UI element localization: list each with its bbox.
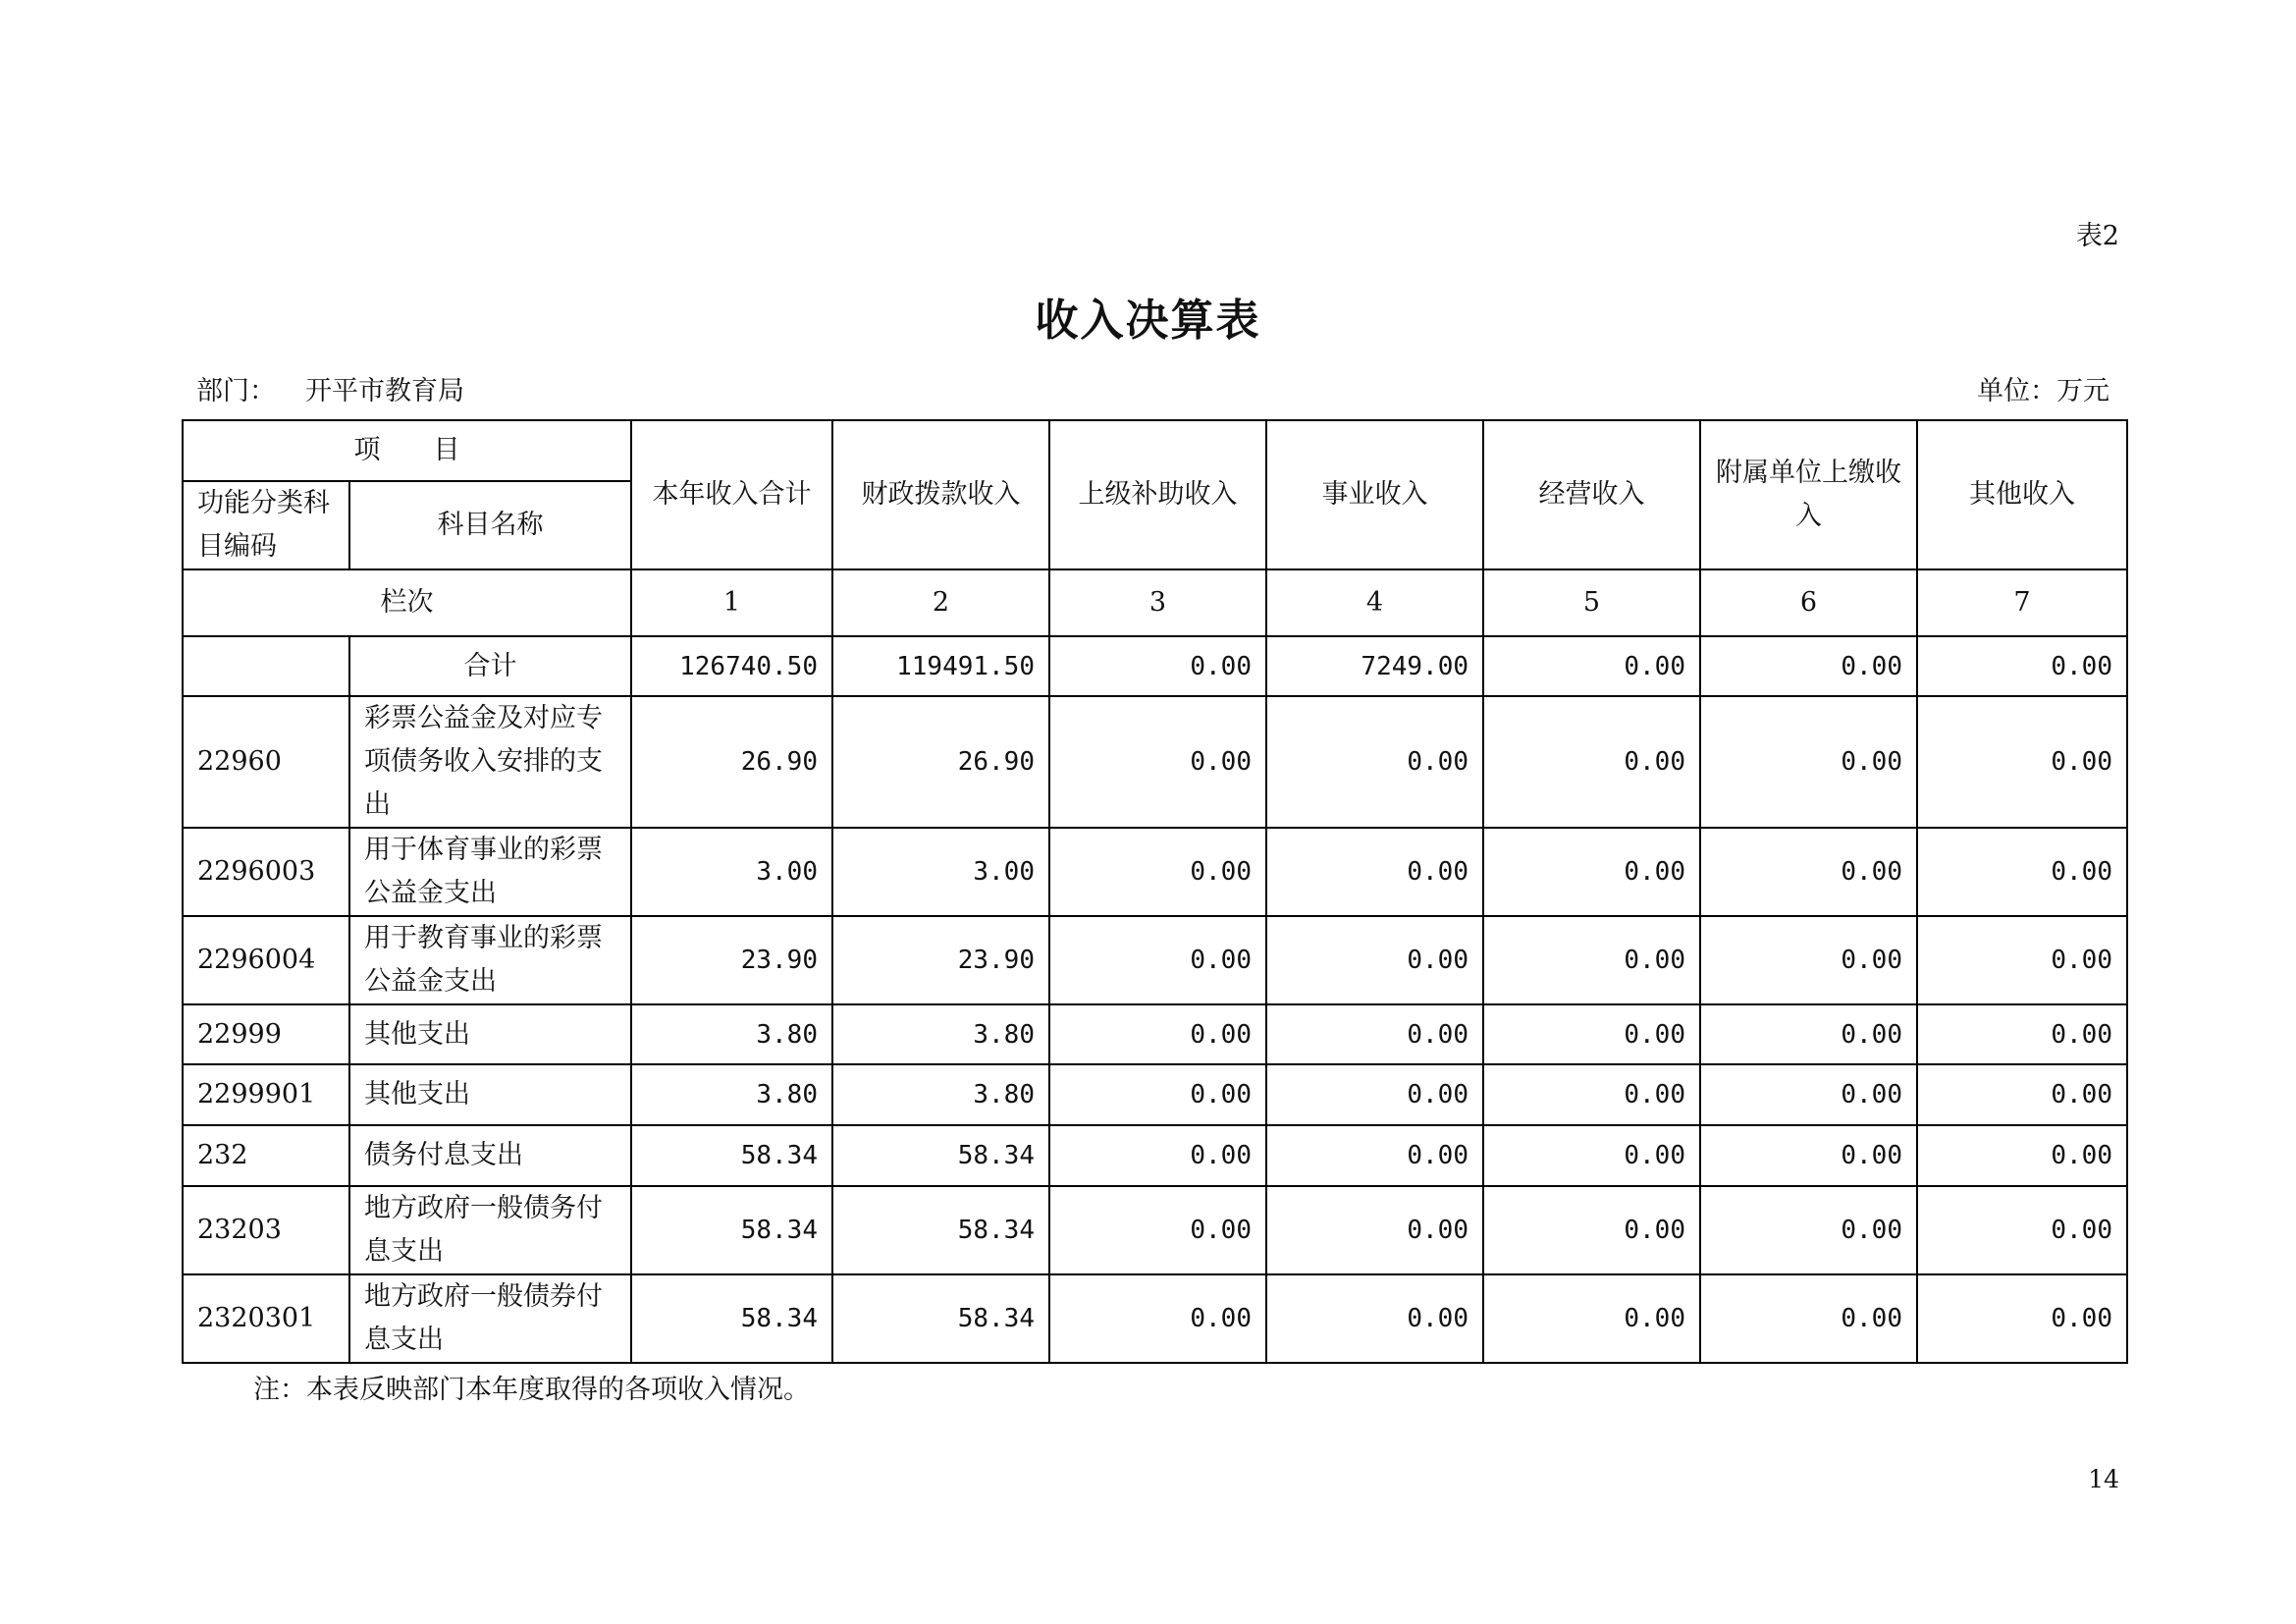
total-code-cell [183, 636, 349, 696]
row-value-7: 0.00 [1917, 1186, 2127, 1274]
total-value-3: 0.00 [1049, 636, 1266, 696]
column-number-4: 4 [1266, 569, 1483, 636]
row-value-4: 0.00 [1266, 696, 1483, 828]
income-statement-table [182, 419, 2128, 1364]
row-code: 22960 [183, 696, 349, 828]
table-row [183, 1125, 2127, 1186]
column-number-5: 5 [1483, 569, 1700, 636]
header-code: 功能分类科目编码 [183, 481, 349, 569]
row-value-7: 0.00 [1917, 1274, 2127, 1363]
header-col-7: 其他收入 [1917, 420, 2127, 569]
row-value-5: 0.00 [1483, 1186, 1700, 1274]
row-value-3: 0.00 [1049, 1064, 1266, 1125]
row-value-7: 0.00 [1917, 916, 2127, 1004]
row-value-7: 0.00 [1917, 1064, 2127, 1125]
row-value-1: 58.34 [631, 1186, 832, 1274]
header-row-label: 栏次 [183, 569, 631, 636]
row-code: 2320301 [183, 1274, 349, 1363]
table-row [183, 696, 2127, 828]
column-number-3: 3 [1049, 569, 1266, 636]
column-number-6: 6 [1700, 569, 1917, 636]
row-value-6: 0.00 [1700, 1064, 1917, 1125]
table-row [183, 1274, 2127, 1363]
total-value-1: 126740.50 [631, 636, 832, 696]
row-value-7: 0.00 [1917, 1125, 2127, 1186]
row-value-1: 26.90 [631, 696, 832, 828]
row-value-6: 0.00 [1700, 1004, 1917, 1064]
row-value-4: 0.00 [1266, 1125, 1483, 1186]
table-row [183, 1064, 2127, 1125]
row-value-2: 58.34 [832, 1274, 1049, 1363]
header-col-5: 经营收入 [1483, 420, 1700, 569]
row-value-2: 58.34 [832, 1186, 1049, 1274]
row-name: 地方政府一般债券付息支出 [349, 1274, 631, 1363]
total-value-5: 0.00 [1483, 636, 1700, 696]
row-value-6: 0.00 [1700, 1274, 1917, 1363]
row-value-1: 3.80 [631, 1004, 832, 1064]
row-value-5: 0.00 [1483, 1274, 1700, 1363]
row-name: 彩票公益金及对应专项债务收入安排的支出 [349, 696, 631, 828]
total-value-4: 7249.00 [1266, 636, 1483, 696]
row-value-2: 23.90 [832, 916, 1049, 1004]
row-value-1: 3.80 [631, 1064, 832, 1125]
row-name: 债务付息支出 [349, 1125, 631, 1186]
row-value-1: 58.34 [631, 1125, 832, 1186]
table-row [183, 1004, 2127, 1064]
row-value-6: 0.00 [1700, 696, 1917, 828]
row-value-4: 0.00 [1266, 1064, 1483, 1125]
table-row [183, 828, 2127, 916]
total-value-2: 119491.50 [832, 636, 1049, 696]
row-name: 用于教育事业的彩票公益金支出 [349, 916, 631, 1004]
table-row [183, 916, 2127, 1004]
row-code: 232 [183, 1125, 349, 1186]
row-value-5: 0.00 [1483, 1004, 1700, 1064]
row-value-5: 0.00 [1483, 1064, 1700, 1125]
row-value-3: 0.00 [1049, 1125, 1266, 1186]
row-name: 其他支出 [349, 1064, 631, 1125]
page-title: 收入决算表 [1035, 296, 1261, 346]
row-code: 2296004 [183, 916, 349, 1004]
row-value-5: 0.00 [1483, 828, 1700, 916]
row-value-2: 3.80 [832, 1064, 1049, 1125]
row-value-5: 0.00 [1483, 1125, 1700, 1186]
header-col-6: 附属单位上缴收入 [1700, 420, 1917, 569]
row-name: 其他支出 [349, 1004, 631, 1064]
row-code: 2299901 [183, 1064, 349, 1125]
row-value-2: 3.00 [832, 828, 1049, 916]
total-value-7: 0.00 [1917, 636, 2127, 696]
row-value-4: 0.00 [1266, 1186, 1483, 1274]
row-value-2: 3.80 [832, 1004, 1049, 1064]
row-value-1: 3.00 [631, 828, 832, 916]
page-number: 14 [2088, 1465, 2119, 1493]
table-number: 表2 [2075, 221, 2119, 251]
total-value-6: 0.00 [1700, 636, 1917, 696]
table-row [183, 1186, 2127, 1274]
column-number-1: 1 [631, 569, 832, 636]
row-code: 2296003 [183, 828, 349, 916]
header-project: 项 目 [183, 420, 631, 481]
row-value-3: 0.00 [1049, 696, 1266, 828]
unit-label: 单位：万元 [1977, 376, 2109, 406]
row-value-4: 0.00 [1266, 1004, 1483, 1064]
row-value-6: 0.00 [1700, 828, 1917, 916]
row-name: 用于体育事业的彩票公益金支出 [349, 828, 631, 916]
header-col-3: 上级补助收入 [1049, 420, 1266, 569]
row-value-3: 0.00 [1049, 1004, 1266, 1064]
row-value-6: 0.00 [1700, 1125, 1917, 1186]
row-value-7: 0.00 [1917, 828, 2127, 916]
department-name: 开平市教育局 [305, 376, 464, 406]
row-value-1: 58.34 [631, 1274, 832, 1363]
header-col-2: 财政拨款收入 [832, 420, 1049, 569]
row-value-7: 0.00 [1917, 696, 2127, 828]
row-value-3: 0.00 [1049, 1274, 1266, 1363]
total-label: 合计 [349, 636, 631, 696]
column-number-2: 2 [832, 569, 1049, 636]
row-value-5: 0.00 [1483, 916, 1700, 1004]
row-value-2: 26.90 [832, 696, 1049, 828]
header-name: 科目名称 [349, 481, 631, 569]
total-row [183, 636, 2127, 696]
row-value-6: 0.00 [1700, 1186, 1917, 1274]
footnote: 注：本表反映部门本年度取得的各项收入情况。 [253, 1375, 810, 1405]
row-value-4: 0.00 [1266, 1274, 1483, 1363]
row-value-4: 0.00 [1266, 828, 1483, 916]
row-code: 22999 [183, 1004, 349, 1064]
row-code: 23203 [183, 1186, 349, 1274]
column-number-7: 7 [1917, 569, 2127, 636]
row-value-4: 0.00 [1266, 916, 1483, 1004]
row-value-1: 23.90 [631, 916, 832, 1004]
row-name: 地方政府一般债务付息支出 [349, 1186, 631, 1274]
department-label: 部门： [196, 376, 276, 406]
department-line [196, 369, 464, 407]
header-col-4: 事业收入 [1266, 420, 1483, 569]
row-value-7: 0.00 [1917, 1004, 2127, 1064]
row-value-3: 0.00 [1049, 916, 1266, 1004]
row-value-3: 0.00 [1049, 1186, 1266, 1274]
row-value-5: 0.00 [1483, 696, 1700, 828]
row-value-2: 58.34 [832, 1125, 1049, 1186]
header-col-1: 本年收入合计 [631, 420, 832, 569]
row-value-3: 0.00 [1049, 828, 1266, 916]
row-value-6: 0.00 [1700, 916, 1917, 1004]
